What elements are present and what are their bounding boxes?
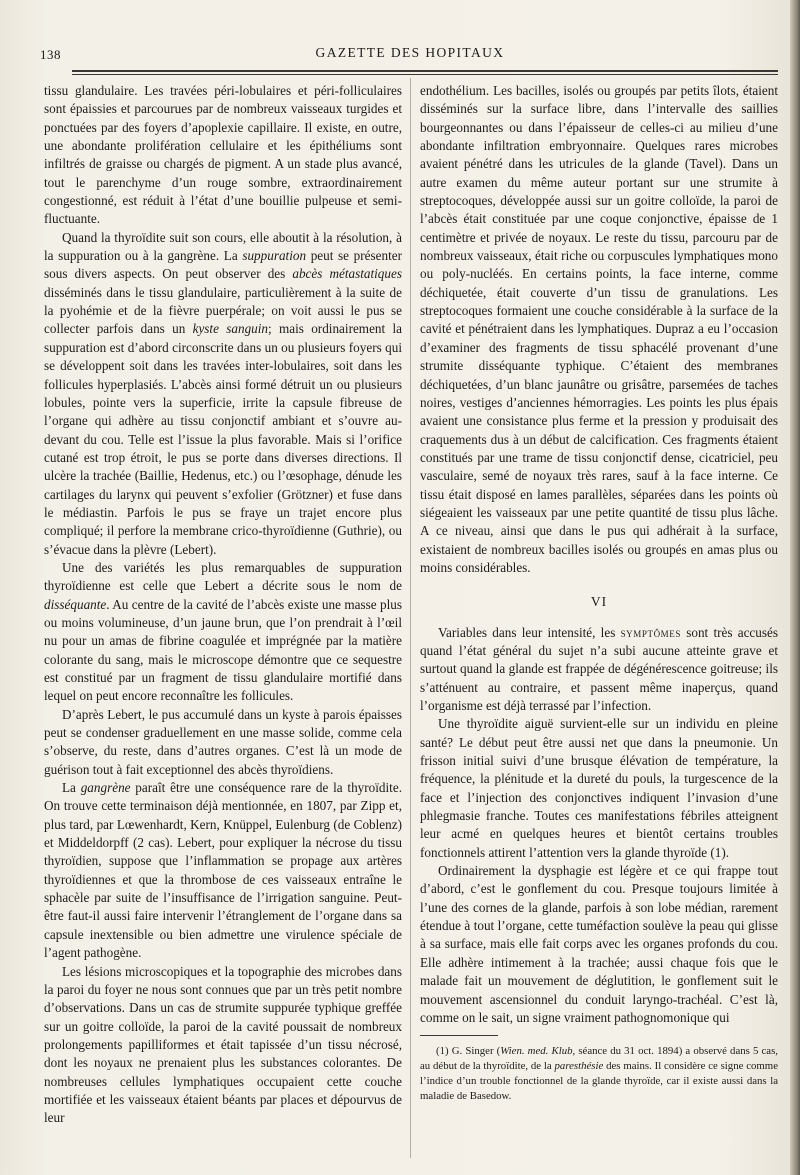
page-edge-shadow [790, 0, 800, 1175]
column-divider [410, 78, 411, 1158]
journal-title: GAZETTE DES HOPITAUX [315, 45, 505, 60]
right-paragraph-2 [420, 624, 778, 716]
text-segment: La [62, 780, 81, 796]
italic-term-abces-metastatiques: abcès métastatiques [292, 266, 402, 282]
left-paragraph-6: Les lésions microscopiques et la topographie des microbes dans la paroi du foyer ne nous sont connues que par un très petit nombre d’observations. Dans un cas de strumite suppurée typhique greffée sur un goitre colloïde, la paroi de la cavité poussait de nombreux prolongements papilliformes et était tapissée d’un tissu nécrosé, dont les noyaux ne prenaient plus les substances colorantes. De nombreuses cellules lymphatiques occupaient cette couche mortifiée et les vaisseaux étaient béants par places et dépourvus de leur [44, 963, 402, 1126]
left-column [44, 82, 402, 1128]
right-column [420, 82, 778, 1104]
text-segment: des mains. Il considère ce signe comme l’indice d’un trouble fonctionnel de la glande thyroïde, car il existe aussi dans la maladie de Basedow. [420, 1060, 778, 1103]
text-segment: Quand la thyroïdite suit son cours, elle aboutit à la résolution, à la suppuration ou à la gangrène. La [44, 229, 402, 264]
italic-term-paresthesie: paresthésie [554, 1060, 604, 1073]
left-paragraph-3 [44, 559, 402, 706]
text-segment: paraît être une conséquence rare de la thyroïdite. On trouve cette terminaison déjà mentionnée, en 1807, par Zipp et, plus tard, par Lœwenhardt, Kern, Knüppel, Eulenburg (de Coblenz) et Middeldorpff (2 cas). Lebert, pour expliquer la nécrose du tissu thyroïdien, suppose que l’inflammation se propage aux artères thyroïdiennes et que la thrombose de ces vaisseaux entraîne le sphacèle par suite de l’insuffisance de l’irrigation sanguine. Peut-être faut-il aussi faire intervenir l’étranglement de l’organe dans sa capsule inextensible ou bien admettre une virulence spéciale de l’agent pathogène. [44, 780, 402, 961]
italic-term-suppuration: suppuration [242, 248, 307, 264]
left-paragraph-1: tissu glandulaire. Les travées péri-lobulaires et péri-folliculaires sont épaissies et parcourues par de nombreux vaisseaux turgides et ponctuées par des foyers d’apoplexie capillaire. Il existe, en outre, une abondante prolifération cellulaire et les épithéliums sont infiltrés de graisse ou chargés de pigment. A un stade plus avancé, tout le parenchyme d’un rouge sombre, extraordinairement congestionné, est réduit à l’état d’une bouillie pulpeuse et semi-fluctuante. [44, 83, 402, 227]
text-segment: , séance du 31 oct. 1894) a observé dans 5 cas, au début de la thyroïdite, de la [420, 1045, 778, 1073]
page-number: 138 [40, 47, 61, 62]
italic-term-gangrene: gangrène [80, 780, 131, 796]
header-rule [72, 70, 778, 75]
text-segment: sont très accusés quand l’état général du sujet n’a subi aucune atteinte grave et surtout quand la glande est frappée de dégénérescence goitreuse; ils s’atténuent au contraire, et passent même inaperçus, quand l’organisme est déjà terrassé par l’infection. [420, 624, 778, 713]
italic-term-wien-med-klub: Wien. med. Klub [500, 1045, 573, 1058]
left-paragraph-4: D’après Lebert, le pus accumulé dans un kyste à parois épaisses peut se condenser graduellement en une masse solide, comme cela s’observe, du reste, dans d’autres organes. C’est là un mode de guérison tout à fait exceptionnel des abcès thyroïdiens. [44, 706, 402, 777]
right-paragraph-1: endothélium. Les bacilles, isolés ou groupés par petits îlots, étaient disséminés sur la surface libre, dans l’intervalle des saillies bourgeonnantes ou dans l’épaisseur de celles-ci au milieu d’une abondante infiltration embryonnaire. Quelques rares microbes avaient pénétré dans les utricules de la glande (Tavel). Dans un autre examen du même auteur portant sur une strumite à streptocoques, développée aussi sur un goitre colloïde, la paroi de l’abcès était constituée par une coque conjonctive, épaisse de 1 centimètre et privée de noyaux. Le reste du tissu, parcouru par de nombreux vaisseaux, était riche ou corpuscules lymphatiques mono ou poly-nucléés. En certains points, la face interne, comme déchiquetée, était couverte d’un tissu de granulations. Les streptocoques formaient une couche considérable à la surface de la cavité et pénétraient dans les lymphatiques. Dupraz a eu l’occasion d’examiner des fragments de tissu sphacélé provenant d’une strumite disséquante typhique. C’étaient des membranes déchiquetées, d’un blanc jaunâtre ou grisâtre, parsemées de taches noires, vestiges d’anciennes hémorragies. Les points les plus épais avaient une consistance plus ferme et la pression y produisait des craquements dus à un début de calcification. Ces fragments étaient constitués par une trame de tissu conjonctif dense, cicatriciel, peu vasculaire, semé de noyaux très rares, sauf à la face interne. Ce tissu était disposé en lames parallèles, séparées dans les points où siégeaient les vaisseaux par une petite quantité de tissu plus lâche. A ce niveau, ainsi que dans le pus qui adhérait à la surface, existaient de nombreux bacilles isolés ou groupés en amas plus ou moins considérables. [420, 83, 778, 575]
small-caps-term-symptomes: symptômes [620, 624, 681, 640]
text-segment: Une des variétés les plus remarquables de suppuration thyroïdienne est celle que Lebert a décrite sous le nom de [44, 559, 402, 594]
right-paragraph-4: Ordinairement la dysphagie est légère et ce qui frappe tout d’abord, c’est le gonflement du cou. Presque toujours limitée à l’une des cornes de la glande, parfois à son lobe médian, rarement étendue à tout l’organe, cette tuméfaction soulève la peau qui glisse à sa surface, mais elle fait corps avec les organes profonds du cou. Elle adhère intimement à la trachée; aussi chaque fois que le malade fait un mouvement de déglutition, le gonflement suit le mouvement ascensionnel du conduit laryngo-trachéal. C’est là, comme on le sait, un signe vraiment pathognomonique qui [420, 863, 778, 1025]
text-segment: disséminés dans le tissu glandulaire, particulièrement à la suite de la pyohémie et de la fièvre puerpérale; on voit aussi le pus se collecter parfois dans un [44, 284, 402, 337]
footnote-rule [420, 1035, 498, 1036]
right-paragraph-3: Une thyroïdite aiguë survient-elle sur un individu en pleine santé? Le début peut être aussi net que dans la pneumonie. Un frisson initial suivi d’une brusque élévation de température, la fréquence, la plénitude et la dureté du pouls, la turgescence de la face et l’injection des conjonctives indiquent l’invasion d’une phlegmasie franche. Toutes ces manifestations fébriles atteignent leur acmé en quelques heures et bientôt certains troubles fonctionnels attirent l’attention vers la glande thyroïde (1). [420, 716, 778, 860]
section-heading: VI [590, 594, 608, 610]
text-segment: peut se présenter sous divers aspects. On peut observer des [44, 248, 402, 282]
text-segment: Variables dans leur intensité, les [438, 624, 621, 640]
text-segment: (1) G. Singer ( [436, 1045, 501, 1058]
italic-term-dissequante: disséquante [44, 596, 107, 612]
text-segment: ; mais ordinairement la suppuration est d’abord circonscrite dans un ou plusieurs foyers qui se développent soit dans les travées inter-lobulaires, soit dans les follicules hyperplasiés. L’abcès ainsi formé détruit un ou plusieurs lobules, pointe vers la superficie, irrite la capsule fibreuse de l’organe qui adhère au tissu conjonctif ambiant et s’ouvre au-devant du cou. Telle est l’issue la plus favorable. Mais si l’orifice cutané est trop étroit, le pus se porte dans diverses directions. Il ulcère la trachée (Baillie, Hedenus, etc.) ou l’œsophage, dénude les cartilages du larynx qui peuvent s’exfolier (Grötzner) et fuse dans le médiastin. Parfois le pus se fraye un trajet encore plus compliqué; il perfore la membrane crico-thyroïdienne (Guthrie), ou s’évacue dans la plèvre (Lebert). [44, 321, 403, 557]
footnote [420, 1044, 778, 1104]
page-header [40, 43, 780, 63]
left-paragraph-2 [44, 229, 402, 559]
left-paragraph-5 [44, 779, 402, 962]
italic-term-kyste-sanguin: kyste sanguin [192, 321, 269, 337]
text-segment: . Au centre de la cavité de l’abcès existe une masse plus ou moins volumineuse, d’un jaune brun, que l’on prendrait à l’œil nu pour un amas de fibrine coagulée et imprégnée par la matière colorante du sang, mais le microscope démontre que ce sequestre est constitué par un fragment de tissu glandulaire mortifié dans lequel on peut encore reconnaître les follicules. [44, 596, 402, 704]
